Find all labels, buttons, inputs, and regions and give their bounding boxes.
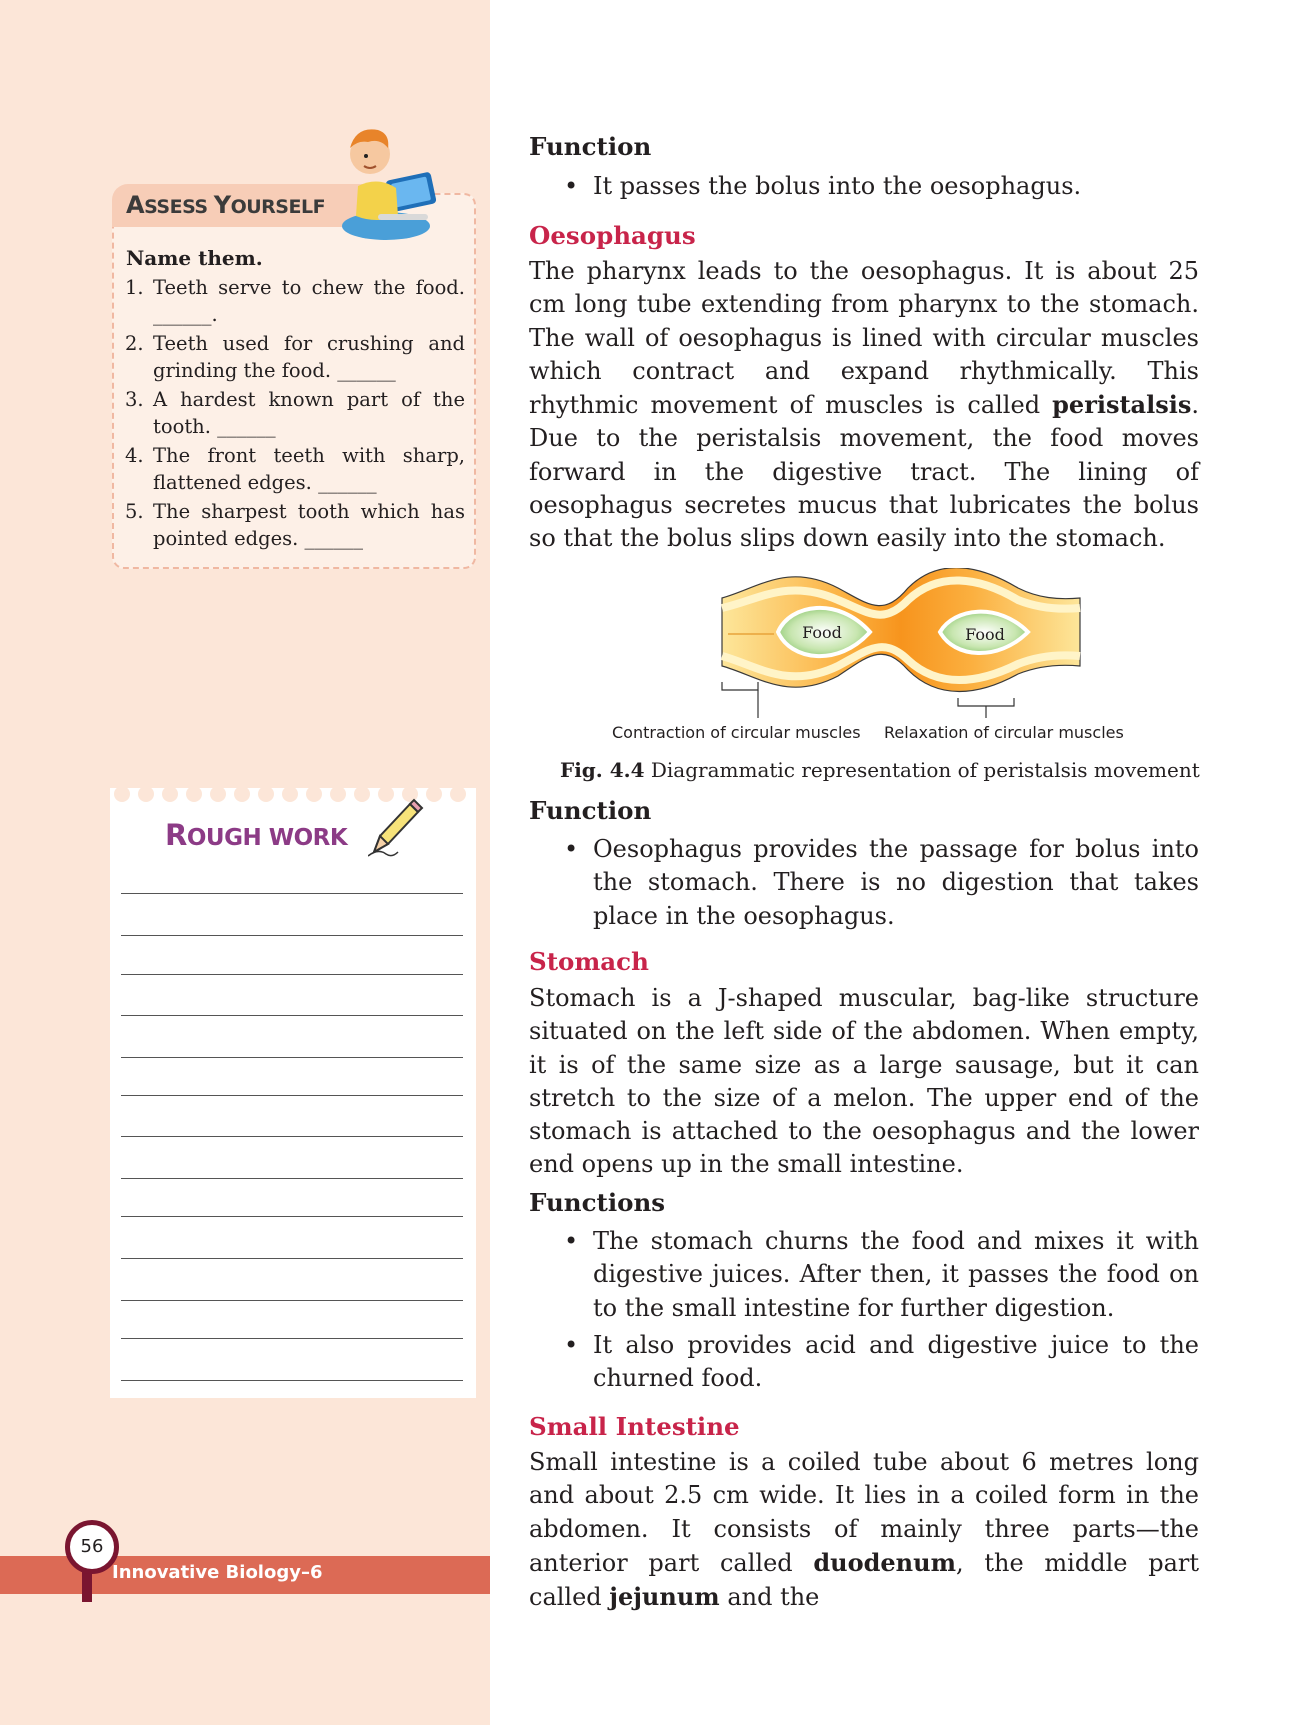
rough-line (121, 1338, 463, 1339)
rough-line (121, 974, 463, 975)
rough-line (121, 1216, 463, 1217)
figure-caption: Fig. 4.4 Diagrammatic representation of peristalsis movement (560, 758, 1200, 782)
rough-work-title: ROUGH WORK (165, 818, 348, 852)
bullet-item: • The stomach churns the food and mixes it with digestive juices. After then, it passes the food on to the small intestine for further digestion. (564, 1227, 1199, 1322)
question-item: 1. Teeth serve to chew the food. ______. (125, 276, 465, 326)
question-item: 4. The front teeth with sharp, flattened edges. ______ (125, 444, 465, 494)
book-title: Innovative Biology–6 (112, 1562, 323, 1583)
page-number: 56 (65, 1520, 119, 1574)
rough-line (121, 893, 463, 894)
assess-yourself-title: ASSESS YOURSELF (112, 184, 362, 227)
rough-line (121, 935, 463, 936)
kid-with-laptop-illustration (338, 126, 458, 244)
rough-work-area (110, 788, 476, 1398)
small-intestine-paragraph: Small intestine is a coiled tube about 6 metres long and about 2.5 cm wide. It lies in a coiled form in the abdomen. It consists of mainly three parts—the anterior part called duodenum, the middle part called jejunum and the (529, 1448, 1199, 1612)
bullet-item: • It passes the bolus into the oesophagus. (564, 172, 1082, 200)
question-item: 5. The sharpest tooth which has pointed edges. ______ (125, 500, 465, 550)
question-item: 2. Teeth used for crushing and grinding the food. ______ (125, 332, 465, 382)
rough-line (121, 1380, 463, 1381)
stomach-heading: Stomach (529, 947, 649, 976)
food-label: Food (802, 623, 842, 642)
oesophagus-heading: Oesophagus (529, 221, 696, 250)
function-heading-2: Function (529, 796, 652, 825)
rough-line (121, 1095, 463, 1096)
stomach-paragraph: Stomach is a J-shaped muscular, bag-like structure situated on the left side of the abdomen. When empty, it is of the same size as a large sausage, but it can stretch to the size of a melon. The upper end of the stomach is attached to the oesophagus and the lower end opens up in the small intestine. (529, 984, 1199, 1179)
oesophagus-paragraph: The pharynx leads to the oesophagus. It is about 25 cm long tube extending from pharynx to the stomach. The wall of oesophagus is lined with circular muscles which contract and expand rhythmically. This rhythmic movement of muscles is called peristalsis. Due to the peristalsis movement, the food moves forward in the digestive tract. The lining of oesophagus secretes mucus that lubricates the bolus so that the bolus slips down easily into the stomach. (529, 257, 1199, 553)
rough-line (121, 1178, 463, 1179)
food-label: Food (965, 625, 1005, 644)
caption-relaxation: Relaxation of circular muscles (884, 723, 1124, 742)
assess-heading: Name them. (126, 246, 263, 270)
question-item: 3. A hardest known part of the tooth. ______ (125, 388, 465, 438)
pencil-icon (368, 796, 424, 858)
small-intestine-heading: Small Intestine (529, 1412, 740, 1441)
rough-line (121, 1136, 463, 1137)
peristalsis-diagram (718, 568, 1084, 718)
question-list (125, 274, 465, 554)
caption-contraction: Contraction of circular muscles (612, 723, 861, 742)
rough-line (121, 1258, 463, 1259)
rough-line (121, 1300, 463, 1301)
rough-line (121, 1015, 463, 1016)
function-heading: Function (529, 132, 652, 161)
bullet-item: • Oesophagus provides the passage for bolus into the stomach. There is no digestion that takes place in the oesophagus. (564, 835, 1199, 930)
rough-line (121, 1057, 463, 1058)
bullet-item: • It also provides acid and digestive juice to the churned food. (564, 1331, 1199, 1393)
functions-heading: Functions (529, 1188, 666, 1217)
